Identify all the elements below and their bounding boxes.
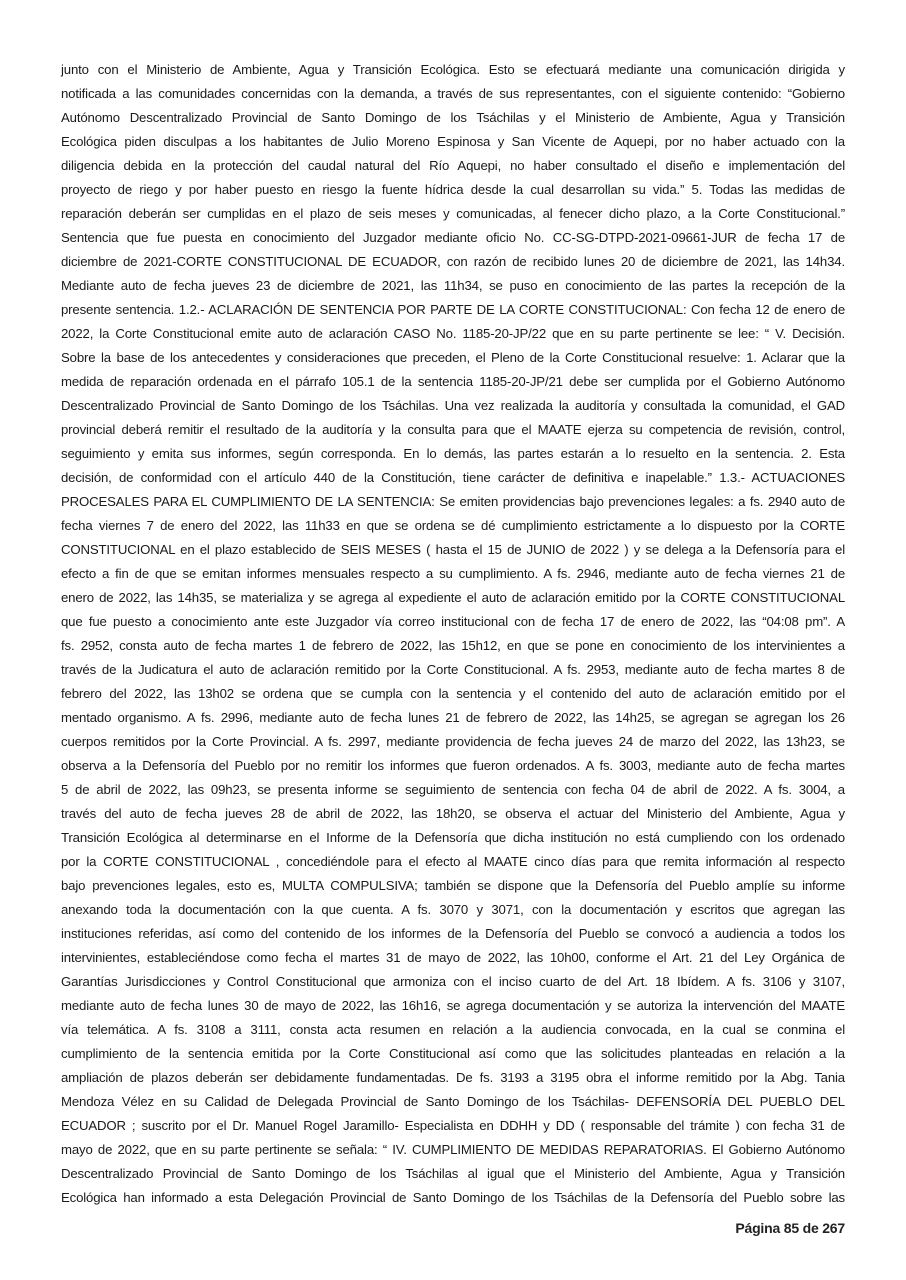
text-line: través del auto de fecha jueves 28 de abril de 2022, las 18h20, se observa el actuar del Ministerio del Ambiente, Agua y bbox=[61, 806, 845, 821]
text-line: bajo prevenciones legales, esto es, MULTA COMPULSIVA; también se dispone que la Defensoría del Pueblo amplíe su informe bbox=[61, 878, 845, 893]
text-line: efecto a fin de que se emitan informes mensuales respecto a su cumplimiento. A fs. 2946, mediante auto de fecha viernes 21 de bbox=[61, 566, 845, 581]
text-line: cumplimiento de la sentencia emitida por la Corte Constitucional así como que las solicitudes planteadas en relación a la bbox=[61, 1046, 845, 1061]
text-line: instituciones referidas, así como del contenido de los informes de la Defensoría del Pueblo se convocó a audiencia a todos los bbox=[61, 926, 845, 941]
text-line: CONSTITUCIONAL en el plazo establecido de SEIS MESES ( hasta el 15 de JUNIO de 2022 ) y se delega a la Defensoría para el bbox=[61, 542, 845, 557]
text-line: PROCESALES PARA EL CUMPLIMIENTO DE LA SENTENCIA: Se emiten providencias bajo prevenciones legales: a fs. 2940 auto de bbox=[61, 494, 845, 509]
text-line: 5 de abril de 2022, las 09h23, se presenta informe se seguimiento de sentencia con fecha 04 de abril de 2022. A fs. 3004, a bbox=[61, 782, 845, 797]
text-line: presente sentencia. 1.2.- ACLARACIÓN DE SENTENCIA POR PARTE DE LA CORTE CONSTITUCIONAL: Con fecha 12 de enero de bbox=[61, 302, 845, 317]
text-line: mayo de 2022, que en su parte pertinente se señala: “ IV. CUMPLIMIENTO DE MEDIDAS REPARATORIAS. El Gobierno Autónomo bbox=[61, 1142, 845, 1157]
text-line: intervinientes, estableciéndose como fecha el martes 31 de mayo de 2022, las 10h00, conforme el Art. 21 del Ley Orgánica de bbox=[61, 950, 845, 965]
text-line: que fue puesto a conocimiento ante este Juzgador vía correo institucional con de fecha 17 de enero de 2022, las “04:08 pm”. A bbox=[61, 614, 845, 629]
text-line: enero de 2022, las 14h35, se materializa y se agrega al expediente el auto de aclaración emitido por la CORTE CONSTITUCIONAL bbox=[61, 590, 845, 605]
text-line: Descentralizado Provincial de Santo Domingo de los Tsáchilas. Una vez realizada la auditoría y consultada la comunidad, el GAD bbox=[61, 398, 845, 413]
text-line: febrero del 2022, las 13h02 se ordena que se cumpla con la sentencia y el contenido del auto de aclaración emitido por el bbox=[61, 686, 845, 701]
text-line: observa a la Defensoría del Pueblo por no remitir los informes que fueron ordenados. A fs. 3003, mediante auto de fecha martes bbox=[61, 758, 845, 773]
text-line: notificada a las comunidades concernidas con la demanda, a través de sus representantes, con el siguiente contenido: “Gobierno bbox=[61, 86, 845, 101]
document-body bbox=[61, 58, 845, 1234]
text-line: Sobre la base de los antecedentes y consideraciones que preceden, el Pleno de la Corte Constitucional resuelve: 1. Aclarar que la bbox=[61, 350, 845, 365]
text-line: Mediante auto de fecha jueves 23 de diciembre de 2021, las 11h34, se puso en conocimiento de las partes la recepción de la bbox=[61, 278, 845, 293]
text-line: diligencia debida en la protección del caudal natural del Río Aquepi, no haber consultado el diseño e implementación del bbox=[61, 158, 845, 173]
text-line: ampliación de plazos deberán ser debidamente fundamentadas. De fs. 3193 a 3195 obra el informe remitido por la Abg. Tania bbox=[61, 1070, 845, 1085]
text-line bbox=[61, 1210, 845, 1234]
text-line: fs. 2952, consta auto de fecha martes 1 de febrero de 2022, las 15h12, en que se pone en conocimiento de los intervinientes a bbox=[61, 638, 845, 653]
text-line: Descentralizado Provincial de Santo Domingo de los Tsáchilas al igual que el Ministerio del Ambiente, Agua y Transición bbox=[61, 1166, 845, 1181]
text-line: reparación deberán ser cumplidas en el plazo de seis meses y comunicadas, al fenecer dicho plazo, a la Corte Constitucional.” bbox=[61, 206, 845, 221]
text-line: Ecológica han informado a esta Delegación Provincial de Santo Domingo de los Tsáchilas de la Defensoría del Pueblo sobre las bbox=[61, 1190, 845, 1205]
text-line: diciembre de 2021-CORTE CONSTITUCIONAL DE ECUADOR, con razón de recibido lunes 20 de diciembre de 2021, las 14h34. bbox=[61, 254, 845, 269]
text-line: Mendoza Vélez en su Calidad de Delegada Provincial de Santo Domingo de los Tsáchilas- DEFENSORÍA DEL PUEBLO DEL bbox=[61, 1094, 845, 1109]
text-line: medida de reparación ordenada en el párrafo 105.1 de la sentencia 1185-20-JP/21 debe ser cumplida por el Gobierno Autónomo bbox=[61, 374, 845, 389]
text-line: Autónomo Descentralizado Provincial de Santo Domingo de los Tsáchilas y el Ministerio de Ambiente, Agua y Transición bbox=[61, 110, 845, 125]
page-number: Página 85 de 267 bbox=[735, 1220, 845, 1236]
text-line: decisión, de conformidad con el artículo 440 de la Constitución, tiene carácter de definitiva e inapelable.” 1.3.- ACTUACIONES bbox=[61, 470, 845, 485]
text-line: ECUADOR ; suscrito por el Dr. Manuel Rogel Jaramillo- Especialista en DDHH y DD ( responsable del trámite ) con fecha 31 de bbox=[61, 1118, 845, 1133]
text-line: mediante auto de fecha lunes 30 de mayo de 2022, las 16h16, se agrega documentación y se autoriza la intervención del MAATE bbox=[61, 998, 845, 1013]
text-line: Transición Ecológica al determinarse en el Informe de la Defensoría que dicha institución no está cumpliendo con los ordenado bbox=[61, 830, 845, 845]
text-line: través de la Judicatura el auto de aclaración remitido por la Corte Constitucional. A fs. 2953, mediante auto de fecha martes 8 de bbox=[61, 662, 845, 677]
text-line: provincial deberá remitir el resultado de la auditoría y la consulta para que el MAATE ejerza su competencia de revisión, control, bbox=[61, 422, 845, 437]
text-line: junto con el Ministerio de Ambiente, Agua y Transición Ecológica. Esto se efectuará mediante una comunicación dirigida y bbox=[61, 62, 845, 77]
text-line: cuerpos remitidos por la Corte Provincial. A fs. 2997, mediante providencia de fecha jueves 24 de marzo del 2022, las 13h23, se bbox=[61, 734, 845, 749]
text-line: vía telemática. A fs. 3108 a 3111, consta acta resumen en relación a la audiencia convocada, en la cual se conmina el bbox=[61, 1022, 845, 1037]
text-line: 2022, la Corte Constitucional emite auto de aclaración CASO No. 1185-20-JP/22 que en su parte pertinente se lee: “ V. Decisión. bbox=[61, 326, 845, 341]
text-line: fecha viernes 7 de enero del 2022, las 11h33 en que se ordena se dé cumplimiento estrictamente a lo dispuesto por la CORTE bbox=[61, 518, 845, 533]
text-line: seguimiento y emita sus informes, según corresponda. En lo demás, las partes estarán a lo resuelto en la sentencia. 2. Esta bbox=[61, 446, 845, 461]
text-line: anexando toda la documentación con la que cuenta. A fs. 3070 y 3071, con la documentación y escritos que agregan las bbox=[61, 902, 845, 917]
text-line: Garantías Jurisdicciones y Control Constitucional que armoniza con el inciso cuarto de del Art. 18 Ibídem. A fs. 3106 y 3107, bbox=[61, 974, 845, 989]
text-line: Sentencia que fue puesta en conocimiento del Juzgador mediante oficio No. CC-SG-DTPD-2021-09661-JUR de fecha 17 de bbox=[61, 230, 845, 245]
text-line: mentado organismo. A fs. 2996, mediante auto de fecha lunes 21 de febrero de 2022, las 14h25, se agregan se agregan los 26 bbox=[61, 710, 845, 725]
text-line: por la CORTE CONSTITUCIONAL , concediéndole para el efecto al MAATE cinco días para que remita información al respecto bbox=[61, 854, 845, 869]
text-line: proyecto de riego y por haber puesto en riesgo la fuente hídrica desde la cual desarrollan su vida.” 5. Todas las medidas de bbox=[61, 182, 845, 197]
text-line: Ecológica piden disculpas a los habitantes de Julio Moreno Espinosa y San Vicente de Aquepi, por no haber actuado con la bbox=[61, 134, 845, 149]
